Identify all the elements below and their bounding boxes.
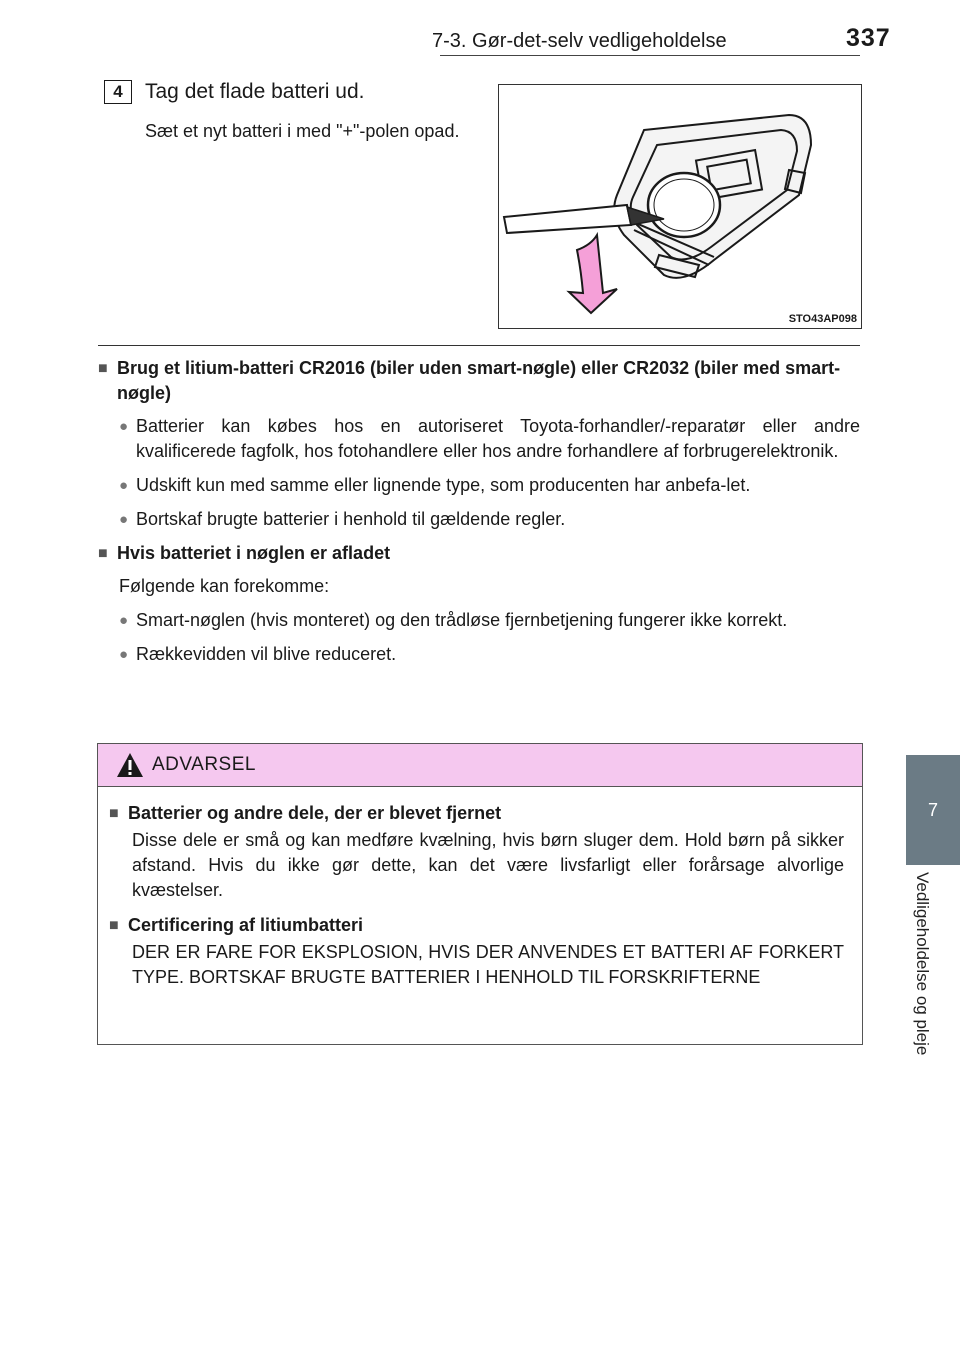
list-item-text: Batterier kan købes hos en autoriseret Toyota-forhandler/-reparatør eller andre kvalificerede fagfolk, hos fotohandlere eller hos andre forhandlere af forbrugerelektronik. <box>136 416 860 461</box>
list-item-text: Udskift kun med samme eller lignende type, som producenten har anbefa-let. <box>136 475 751 495</box>
warning-item-heading <box>109 801 844 826</box>
main-content <box>98 356 860 676</box>
warning-item-heading <box>109 913 844 938</box>
warning-title: ADVARSEL <box>152 754 256 775</box>
list-item <box>119 507 860 532</box>
chapter-number: 7 <box>927 799 938 820</box>
list-item <box>119 608 860 633</box>
square-bullet-icon: ■ <box>98 545 108 562</box>
circle-bullet-icon: ● <box>119 511 129 528</box>
step-title: Tag det flade batteri ud. <box>145 80 365 103</box>
section-heading-text: Hvis batteriet i nøglen er afladet <box>117 543 391 563</box>
circle-bullet-icon: ● <box>119 612 129 629</box>
list-item <box>119 642 860 667</box>
warning-triangle-icon <box>116 752 144 778</box>
list-item-text: Rækkevidden vil blive reduceret. <box>136 644 397 664</box>
warning-item-text: DER ER FARE FOR EKSPLOSION, HVIS DER ANVENDES ET BATTERI AF FORKERT TYPE. BORTSKAF BRUGTE BATTERIER I HENHOLD TIL FORSKRIFTERNE <box>132 942 844 987</box>
step-description: Sæt et nyt batteri i med "+"-polen opad. <box>145 121 460 141</box>
list-item-text: Smart-nøglen (hvis monteret) og den trådløse fjernbetjening fungerer ikke korrekt. <box>136 610 788 630</box>
warning-box <box>97 743 863 1045</box>
warning-item-text: Disse dele er små og kan medføre kvælning, hvis børn sluger dem. Hold børn på sikker afstand. Hvis du ikke gør dette, kan det være livsfarligt eller forårsage alvorlige kvæstelser. <box>132 830 844 900</box>
figure-code: STO43AP098 <box>788 313 857 325</box>
chapter-tab <box>906 755 960 865</box>
page-number: 337 <box>846 24 891 52</box>
circle-bullet-icon: ● <box>119 477 129 494</box>
battery-coin <box>648 173 720 237</box>
section-heading-text: Brug et litium-batteri CR2016 (biler uden smart-nøgle) eller CR2032 (biler med smart-nøgle) <box>117 358 841 403</box>
section-intro: Følgende kan forekomme: <box>119 576 330 596</box>
section-title: 7-3. Gør-det-selv vedligeholdelse <box>432 30 727 52</box>
warning-header <box>98 744 862 787</box>
header-divider <box>440 55 860 56</box>
down-arrow-icon <box>569 235 617 313</box>
list-item-text: Bortskaf brugte batterier i henhold til gældende regler. <box>136 509 566 529</box>
square-bullet-icon: ■ <box>109 805 119 822</box>
warning-item-heading-text: Certificering af litiumbatteri <box>128 915 364 935</box>
key-fob-drawing <box>499 85 861 328</box>
circle-bullet-icon: ● <box>119 418 129 435</box>
section-heading <box>98 541 860 566</box>
key-battery-illustration <box>498 84 862 329</box>
warning-item-heading-text: Batterier og andre dele, der er blevet fjernet <box>128 803 502 823</box>
chapter-label: Vedligeholdelse og pleje <box>913 872 932 1056</box>
square-bullet-icon: ■ <box>98 360 108 377</box>
section-divider <box>98 345 860 346</box>
screwdriver <box>504 205 631 233</box>
square-bullet-icon: ■ <box>109 917 119 934</box>
circle-bullet-icon: ● <box>119 646 129 663</box>
warning-body <box>98 787 862 990</box>
list-item <box>119 414 860 464</box>
list-item <box>119 473 860 498</box>
section-heading <box>98 356 860 406</box>
step-number-box <box>104 80 132 104</box>
step-number: 4 <box>113 82 123 101</box>
